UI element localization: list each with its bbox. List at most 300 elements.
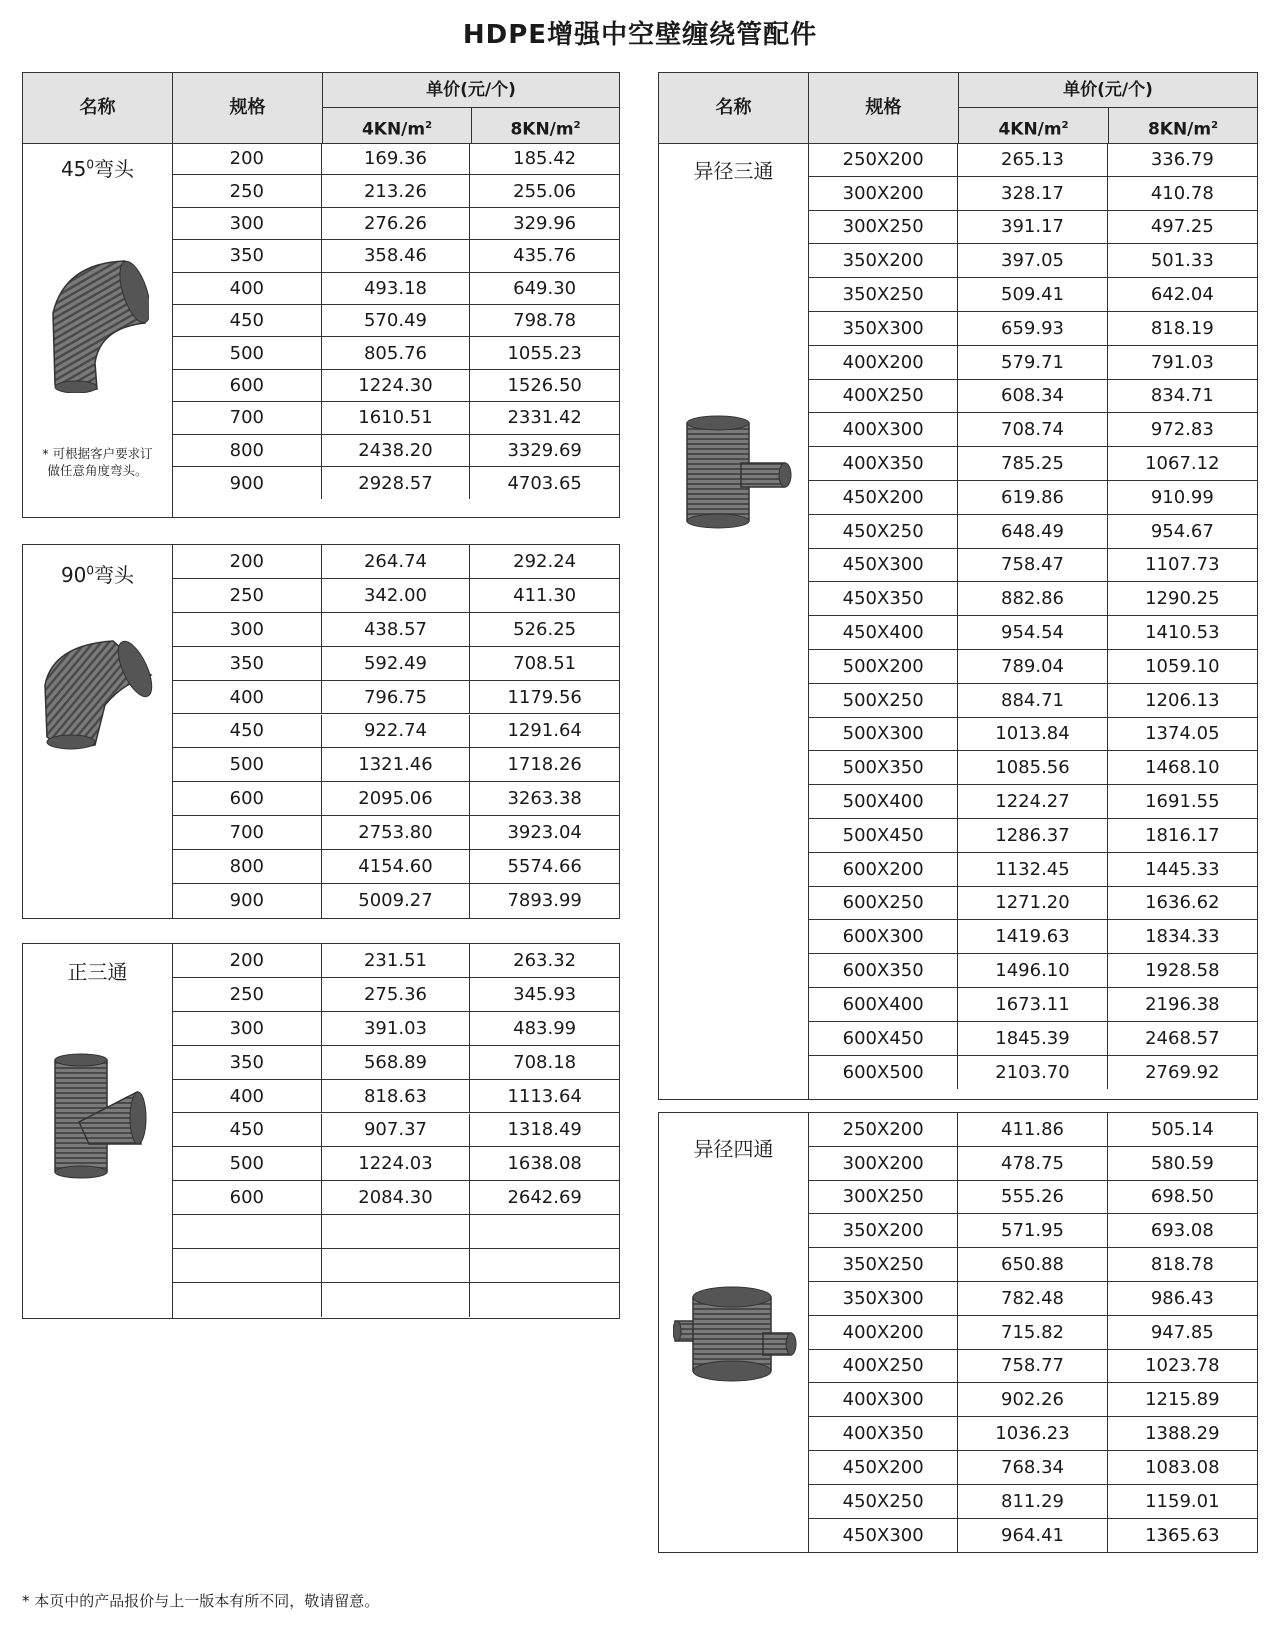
spec-cell: 450X200 [809, 1451, 958, 1484]
price-8kn-cell: 818.19 [1150, 317, 1214, 339]
price-4kn-cell: 568.89 [322, 1046, 471, 1079]
product-name: $90^0$弯头 [60, 563, 135, 587]
price-8kn-cell: 1179.56 [507, 686, 582, 708]
table-row [809, 481, 1257, 515]
price-4kn-cell: 805.76 [322, 337, 471, 368]
spec-cell: 400X350 [809, 1417, 958, 1450]
price-8kn-cell: 1059.10 [1145, 655, 1220, 677]
price-8kn-cell: 1290.25 [1145, 588, 1220, 610]
price-4kn-cell: 2084.30 [322, 1181, 471, 1214]
price-8kn-cell: 2468.57 [1145, 1027, 1220, 1049]
spec-cell: 250 [173, 978, 322, 1011]
table-row [173, 613, 619, 647]
price-8kn-cell: 818.78 [1150, 1254, 1214, 1276]
price-4kn-cell: 342.00 [322, 579, 471, 612]
header-spec: 规格 [173, 73, 323, 143]
spec-cell: 200 [173, 143, 322, 174]
price-4kn-cell: 715.82 [958, 1316, 1107, 1349]
table-row [809, 177, 1257, 211]
price-8kn-cell: 4703.65 [507, 472, 582, 494]
table-row [809, 954, 1257, 988]
table-header [659, 73, 1257, 144]
price-8kn-cell: 1928.58 [1145, 960, 1220, 982]
table-row [173, 850, 619, 884]
table-row [809, 1113, 1257, 1147]
table-row [173, 1283, 619, 1317]
price-8kn-cell: 1113.64 [507, 1085, 582, 1107]
table-row [173, 782, 619, 816]
price-8kn-cell: 3263.38 [507, 788, 582, 810]
table-row [809, 785, 1257, 819]
table-row [809, 650, 1257, 684]
price-8kn-cell: 2769.92 [1145, 1061, 1220, 1083]
spec-cell: 350X300 [809, 312, 958, 345]
table-row [173, 370, 619, 402]
table-row [809, 684, 1257, 718]
price-8kn-cell: 1410.53 [1145, 622, 1220, 644]
price-4kn-cell: 785.25 [958, 447, 1107, 480]
spec-cell: 450X350 [809, 582, 958, 615]
price-8kn-cell: 2642.69 [507, 1187, 582, 1209]
table-row [173, 402, 619, 434]
spec-cell: 400X300 [809, 1383, 958, 1416]
product-name: 异径四通 [693, 1137, 774, 1161]
spec-cell: 600X400 [809, 988, 958, 1021]
table-row [173, 240, 619, 272]
price-4kn-cell: 264.74 [322, 545, 471, 578]
spec-cell: 300 [173, 1012, 322, 1045]
price-4kn-cell: 2753.80 [322, 816, 471, 849]
price-8kn-cell: 1291.64 [507, 720, 582, 742]
price-8kn-cell: 1318.49 [507, 1119, 582, 1141]
price-8kn-cell [470, 1215, 619, 1248]
spec-cell: 200 [173, 545, 322, 578]
table-row [809, 1022, 1257, 1056]
price-4kn-cell: 391.17 [958, 211, 1107, 244]
spec-cell: 250 [173, 579, 322, 612]
price-8kn-cell: 954.67 [1150, 520, 1214, 542]
price-8kn-cell: 1526.50 [507, 374, 582, 396]
price-8kn-cell: 910.99 [1150, 486, 1214, 508]
spec-cell: 400X200 [809, 1316, 958, 1349]
elbow-90-image [43, 635, 155, 755]
spec-cell: 500X450 [809, 819, 958, 852]
price-8kn-cell [470, 1283, 619, 1317]
price-8kn-cell: 1718.26 [507, 754, 582, 776]
spec-cell [173, 1215, 322, 1248]
table-row [809, 143, 1257, 177]
price-4kn-cell: 1419.63 [958, 920, 1107, 953]
price-8kn-cell: 255.06 [513, 180, 577, 202]
spec-cell: 700 [173, 402, 322, 433]
price-4kn-cell: 358.46 [322, 240, 471, 271]
price-4kn-cell: 1845.39 [958, 1022, 1107, 1055]
price-4kn-cell: 1321.46 [322, 748, 471, 781]
price-4kn-cell: 4154.60 [322, 850, 471, 883]
table-reducing-cross [658, 1112, 1258, 1553]
table-row [173, 978, 619, 1012]
price-4kn-cell: 818.63 [322, 1080, 471, 1113]
table-row [809, 853, 1257, 887]
table-row [173, 1012, 619, 1046]
price-4kn-cell: 648.49 [958, 515, 1107, 548]
price-4kn-cell: 1610.51 [322, 402, 471, 433]
header-unit-price: 单价(元/个) [323, 73, 619, 108]
price-4kn-cell: 964.41 [958, 1519, 1107, 1553]
spec-cell: 350X250 [809, 1248, 958, 1281]
table-row [809, 312, 1257, 346]
price-8kn-cell: 972.83 [1150, 419, 1214, 441]
price-4kn-cell: 1496.10 [958, 954, 1107, 987]
spec-cell: 600X250 [809, 887, 958, 920]
price-8kn-cell: 1834.33 [1145, 926, 1220, 948]
price-4kn-cell: 391.03 [322, 1012, 471, 1045]
spec-cell: 500 [173, 1147, 322, 1180]
spec-cell: 300X200 [809, 1147, 958, 1180]
header-4kn: $4KN/m^2$ [323, 108, 472, 143]
price-4kn-cell: 1013.84 [958, 718, 1107, 751]
price-8kn-cell: 1691.55 [1145, 791, 1220, 813]
price-4kn-cell: 659.93 [958, 312, 1107, 345]
table-row [809, 1248, 1257, 1282]
spec-cell: 400X250 [809, 1350, 958, 1383]
spec-cell: 400 [173, 273, 322, 304]
price-4kn-cell: 579.71 [958, 346, 1107, 379]
spec-cell: 900 [173, 884, 322, 918]
spec-cell: 450X300 [809, 1519, 958, 1553]
spec-cell: 450X250 [809, 1485, 958, 1518]
table-row [809, 1181, 1257, 1215]
page-title: HDPE增强中空壁缠绕管配件 [462, 20, 818, 50]
spec-cell: 350X200 [809, 244, 958, 277]
table-header [23, 73, 619, 144]
table-row [809, 920, 1257, 954]
product-name-cell [659, 143, 809, 1099]
price-4kn-cell [322, 1215, 471, 1248]
table-row [809, 244, 1257, 278]
price-4kn-cell: 811.29 [958, 1485, 1107, 1518]
table-row [809, 1451, 1257, 1485]
table-equal-tee [22, 943, 620, 1319]
table-row [809, 447, 1257, 481]
spec-cell: 400 [173, 681, 322, 714]
table-row [173, 681, 619, 715]
price-4kn-cell: 922.74 [322, 715, 471, 748]
table-row [809, 1147, 1257, 1181]
equal-tee-image [49, 1052, 149, 1182]
spec-cell [173, 1249, 322, 1282]
spec-cell: 400 [173, 1080, 322, 1113]
price-4kn-cell: 275.36 [322, 978, 471, 1011]
custom-angle-note: * 可根据客户要求订 做任意角度弯头。 [42, 446, 153, 478]
price-8kn-cell: 435.76 [513, 245, 577, 267]
table-row [173, 1080, 619, 1114]
price-4kn-cell: 276.26 [322, 208, 471, 239]
spec-cell: 600X350 [809, 954, 958, 987]
spec-cell: 450X300 [809, 549, 958, 582]
table-row [809, 718, 1257, 752]
spec-cell: 350X250 [809, 278, 958, 311]
price-8kn-cell: 693.08 [1150, 1220, 1214, 1242]
price-4kn-cell: 884.71 [958, 684, 1107, 717]
table-row [173, 1249, 619, 1283]
table-row [809, 1485, 1257, 1519]
table-row [809, 616, 1257, 650]
table-elbow-45 [22, 72, 620, 518]
price-4kn-cell: 509.41 [958, 278, 1107, 311]
spec-cell: 400X200 [809, 346, 958, 379]
price-8kn-cell: 1107.73 [1145, 554, 1220, 576]
price-8kn-cell: 345.93 [513, 983, 577, 1005]
table-row [809, 515, 1257, 549]
table-row [173, 208, 619, 240]
table-row [173, 816, 619, 850]
table-elbow-90 [22, 544, 620, 919]
price-4kn-cell: 1085.56 [958, 751, 1107, 784]
price-8kn-cell: 798.78 [513, 310, 577, 332]
price-8kn-cell: 3329.69 [507, 439, 582, 461]
product-name: $45^0$弯头 [60, 157, 135, 181]
table-row [173, 884, 619, 918]
price-4kn-cell: 782.48 [958, 1282, 1107, 1315]
spec-cell: 350 [173, 647, 322, 680]
spec-cell: 600X450 [809, 1022, 958, 1055]
spec-cell: 450 [173, 1114, 322, 1147]
table-row [173, 1215, 619, 1249]
price-4kn-cell: 2438.20 [322, 435, 471, 466]
table-row [173, 143, 619, 175]
spec-cell: 250X200 [809, 1113, 958, 1146]
spec-cell: 300X200 [809, 177, 958, 210]
price-4kn-cell: 1224.03 [322, 1147, 471, 1180]
price-4kn-cell: 555.26 [958, 1181, 1107, 1214]
table-row [809, 413, 1257, 447]
price-4kn-cell: 758.77 [958, 1350, 1107, 1383]
price-4kn-cell: 608.34 [958, 380, 1107, 413]
table-row [809, 346, 1257, 380]
table-row [809, 751, 1257, 785]
product-name-cell [23, 545, 173, 918]
price-4kn-cell [322, 1283, 471, 1317]
table-row [809, 1350, 1257, 1384]
spec-cell: 400X300 [809, 413, 958, 446]
price-4kn-cell: 5009.27 [322, 884, 471, 918]
spec-cell: 600 [173, 1181, 322, 1214]
spec-cell: 450X400 [809, 616, 958, 649]
spec-cell: 600X500 [809, 1056, 958, 1090]
price-4kn-cell: 2095.06 [322, 782, 471, 815]
spec-cell: 900 [173, 467, 322, 499]
header-name: 名称 [23, 73, 173, 143]
price-4kn-cell: 650.88 [958, 1248, 1107, 1281]
price-8kn-cell: 7893.99 [507, 890, 582, 912]
product-name-cell [23, 944, 173, 1318]
header-8kn: $8KN/m^2$ [510, 119, 581, 140]
elbow-45-image [45, 253, 149, 393]
spec-cell: 250X200 [809, 143, 958, 176]
product-name-cell [659, 1113, 809, 1552]
table-row [809, 582, 1257, 616]
price-4kn-cell: 493.18 [322, 273, 471, 304]
table-row [809, 380, 1257, 414]
price-4kn-cell: 231.51 [322, 944, 471, 977]
price-4kn-cell: 907.37 [322, 1114, 471, 1147]
table-row [173, 1147, 619, 1181]
table-row [809, 988, 1257, 1022]
table-row [173, 273, 619, 305]
reducing-tee-image [681, 413, 793, 533]
price-8kn-cell: 1159.01 [1145, 1490, 1220, 1512]
price-4kn-cell: 1132.45 [958, 853, 1107, 886]
price-8kn-cell: 1055.23 [507, 342, 582, 364]
spec-cell: 800 [173, 435, 322, 466]
spec-cell: 300 [173, 208, 322, 239]
header-unit-price: 单价(元/个) [959, 73, 1257, 108]
table-row [809, 1417, 1257, 1451]
price-8kn-cell: 5574.66 [507, 856, 582, 878]
price-8kn-cell: 1374.05 [1145, 723, 1220, 745]
table-row [173, 175, 619, 207]
table-row [173, 467, 619, 499]
price-4kn-cell: 2103.70 [958, 1056, 1107, 1090]
price-8kn-cell: 410.78 [1150, 182, 1214, 204]
table-row [173, 647, 619, 681]
product-name: 正三通 [67, 960, 128, 984]
spec-cell: 500 [173, 748, 322, 781]
spec-cell: 450 [173, 715, 322, 748]
price-8kn-cell [470, 1249, 619, 1282]
price-8kn-cell: 1388.29 [1145, 1423, 1220, 1445]
price-4kn-cell: 265.13 [958, 143, 1107, 176]
price-4kn-cell: 1286.37 [958, 819, 1107, 852]
spec-cell: 800 [173, 850, 322, 883]
price-8kn-cell: 3923.04 [507, 822, 582, 844]
price-8kn-cell: 329.96 [513, 212, 577, 234]
price-8kn-cell: 336.79 [1150, 148, 1214, 170]
price-8kn-cell: 2196.38 [1145, 993, 1220, 1015]
spec-cell: 300X250 [809, 211, 958, 244]
spec-cell: 350 [173, 1046, 322, 1079]
spec-cell: 600 [173, 782, 322, 815]
price-4kn-cell: 954.54 [958, 616, 1107, 649]
price-4kn-cell: 1271.20 [958, 887, 1107, 920]
price-8kn-cell: 1816.17 [1145, 824, 1220, 846]
table-row [173, 435, 619, 467]
price-8kn-cell: 505.14 [1150, 1118, 1214, 1140]
price-4kn-cell: 758.47 [958, 549, 1107, 582]
table-row [173, 1046, 619, 1080]
price-4kn-cell: 397.05 [958, 244, 1107, 277]
price-8kn-cell: 642.04 [1150, 284, 1214, 306]
spec-cell: 200 [173, 944, 322, 977]
price-8kn-cell: 986.43 [1150, 1287, 1214, 1309]
spec-cell: 450X250 [809, 515, 958, 548]
header-8kn: $8KN/m^2$ [1147, 119, 1219, 140]
spec-cell: 250 [173, 175, 322, 206]
table-row [173, 305, 619, 337]
table-row [173, 337, 619, 369]
price-4kn-cell: 789.04 [958, 650, 1107, 683]
table-row [173, 748, 619, 782]
price-4kn-cell [322, 1249, 471, 1282]
spec-cell: 500X350 [809, 751, 958, 784]
price-8kn-cell: 1638.08 [507, 1153, 582, 1175]
price-4kn-cell: 1036.23 [958, 1417, 1107, 1450]
price-4kn-cell: 571.95 [958, 1214, 1107, 1247]
price-4kn-cell: 1224.30 [322, 370, 471, 401]
header-spec: 规格 [809, 73, 959, 143]
reducing-cross-image [673, 1283, 797, 1393]
table-row [809, 1214, 1257, 1248]
price-8kn-cell: 580.59 [1150, 1152, 1214, 1174]
price-4kn-cell: 882.86 [958, 582, 1107, 615]
product-name-cell [23, 143, 173, 517]
price-8kn-cell: 1636.62 [1145, 892, 1220, 914]
price-4kn-cell: 1224.27 [958, 785, 1107, 818]
price-4kn-cell: 478.75 [958, 1147, 1107, 1180]
table-row [809, 211, 1257, 245]
spec-cell: 450 [173, 305, 322, 336]
spec-cell: 700 [173, 816, 322, 849]
table-row [173, 944, 619, 978]
spec-cell: 500X300 [809, 718, 958, 751]
price-8kn-cell: 411.30 [513, 584, 577, 606]
price-8kn-cell: 698.50 [1150, 1186, 1214, 1208]
price-4kn-cell: 2928.57 [322, 467, 471, 499]
spec-cell: 300 [173, 613, 322, 646]
table-row [809, 887, 1257, 921]
price-8kn-cell: 292.24 [513, 550, 577, 572]
price-8kn-cell: 1365.63 [1145, 1524, 1220, 1546]
price-8kn-cell: 791.03 [1150, 351, 1214, 373]
price-4kn-cell: 796.75 [322, 681, 471, 714]
price-4kn-cell: 169.36 [322, 143, 471, 174]
table-row [809, 1519, 1257, 1553]
price-8kn-cell: 483.99 [513, 1017, 577, 1039]
spec-cell: 450X200 [809, 481, 958, 514]
price-4kn-cell: 619.86 [958, 481, 1107, 514]
header-4kn: $4KN/m^2$ [959, 108, 1109, 143]
header-name: 名称 [659, 73, 809, 143]
price-4kn-cell: 768.34 [958, 1451, 1107, 1484]
spec-cell: 300X250 [809, 1181, 958, 1214]
spec-cell: 600X300 [809, 920, 958, 953]
spec-cell: 400X250 [809, 380, 958, 413]
price-4kn-cell: 438.57 [322, 613, 471, 646]
price-8kn-cell: 649.30 [513, 277, 577, 299]
price-8kn-cell: 708.18 [513, 1051, 577, 1073]
table-row [809, 1316, 1257, 1350]
table-row [809, 1056, 1257, 1090]
spec-cell: 500X400 [809, 785, 958, 818]
price-4kn-cell: 570.49 [322, 305, 471, 336]
price-8kn-cell: 1206.13 [1145, 689, 1220, 711]
spec-cell: 600X200 [809, 853, 958, 886]
table-row [809, 278, 1257, 312]
spec-cell [173, 1283, 322, 1317]
price-8kn-cell: 1067.12 [1145, 453, 1220, 475]
spec-cell: 400X350 [809, 447, 958, 480]
spec-cell: 350X300 [809, 1282, 958, 1315]
price-8kn-cell: 1215.89 [1145, 1389, 1220, 1411]
price-4kn-cell: 708.74 [958, 413, 1107, 446]
price-4kn-cell: 213.26 [322, 175, 471, 206]
price-4kn-cell: 328.17 [958, 177, 1107, 210]
table-row [809, 1383, 1257, 1417]
spec-cell: 350 [173, 240, 322, 271]
price-4kn-cell: 592.49 [322, 647, 471, 680]
table-row [173, 1181, 619, 1215]
